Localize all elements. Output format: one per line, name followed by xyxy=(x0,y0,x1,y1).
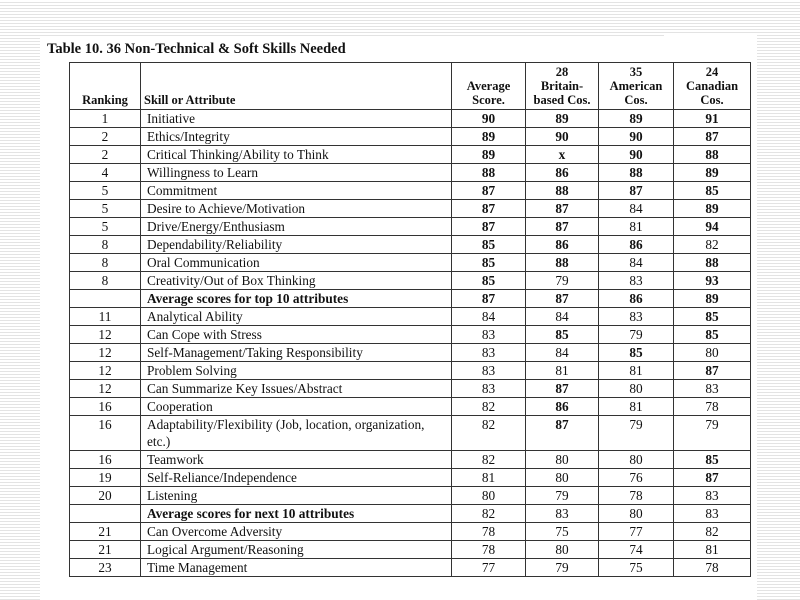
table-row xyxy=(70,164,751,182)
ranking-cell: 8 xyxy=(70,254,141,272)
canadian-score-cell: 85 xyxy=(674,451,751,469)
canadian-score-cell: 83 xyxy=(674,380,751,398)
skill-cell: Initiative xyxy=(141,110,452,128)
britain-score-cell: 79 xyxy=(526,272,599,290)
skill-cell: Problem Solving xyxy=(141,362,452,380)
table-header-row xyxy=(70,63,751,110)
average-score-cell: 85 xyxy=(452,254,526,272)
table-row xyxy=(70,559,751,577)
britain-score-cell: 80 xyxy=(526,451,599,469)
britain-score-cell: 80 xyxy=(526,541,599,559)
britain-score-cell: 88 xyxy=(526,182,599,200)
britain-score-cell: 86 xyxy=(526,164,599,182)
table-row xyxy=(70,523,751,541)
american-score-cell: 76 xyxy=(599,469,674,487)
ranking-cell: 11 xyxy=(70,308,141,326)
average-score-cell: 88 xyxy=(452,164,526,182)
american-score-cell: 78 xyxy=(599,487,674,505)
table-caption: Table 10. 36 Non-Technical & Soft Skills Needed xyxy=(47,41,346,57)
skill-cell: Ethics/Integrity xyxy=(141,128,452,146)
table-row xyxy=(70,272,751,290)
average-score-cell: 90 xyxy=(452,110,526,128)
document-page xyxy=(40,36,757,600)
american-score-cell: 84 xyxy=(599,254,674,272)
table-row xyxy=(70,541,751,559)
britain-score-cell: 86 xyxy=(526,398,599,416)
skill-cell: Logical Argument/Reasoning xyxy=(141,541,452,559)
ranking-cell: 5 xyxy=(70,200,141,218)
skill-cell: Self-Reliance/Independence xyxy=(141,469,452,487)
american-score-cell: 74 xyxy=(599,541,674,559)
table-row xyxy=(70,254,751,272)
ranking-cell: 16 xyxy=(70,398,141,416)
canadian-score-cell: 82 xyxy=(674,523,751,541)
american-score-cell: 87 xyxy=(599,182,674,200)
average-score-cell: 82 xyxy=(452,451,526,469)
average-score-cell: 89 xyxy=(452,128,526,146)
britain-score-cell: 80 xyxy=(526,469,599,487)
canadian-score-cell: 78 xyxy=(674,559,751,577)
table-row xyxy=(70,128,751,146)
ranking-cell: 8 xyxy=(70,236,141,254)
american-score-cell: 86 xyxy=(599,236,674,254)
skill-cell: Time Management xyxy=(141,559,452,577)
canadian-score-cell: 87 xyxy=(674,362,751,380)
average-score-cell: 87 xyxy=(452,182,526,200)
american-score-cell: 81 xyxy=(599,398,674,416)
skill-cell: Oral Communication xyxy=(141,254,452,272)
britain-score-cell: 86 xyxy=(526,236,599,254)
average-score-cell: 83 xyxy=(452,380,526,398)
skill-cell: Cooperation xyxy=(141,398,452,416)
table-row xyxy=(70,110,751,128)
header-ranking: Ranking xyxy=(70,63,141,110)
skill-cell: Can Summarize Key Issues/Abstract xyxy=(141,380,452,398)
table-row xyxy=(70,218,751,236)
ranking-cell: 12 xyxy=(70,362,141,380)
table-row xyxy=(70,146,751,164)
average-score-cell: 77 xyxy=(452,559,526,577)
ranking-cell: 5 xyxy=(70,218,141,236)
table-row xyxy=(70,416,751,451)
canadian-score-cell: 78 xyxy=(674,398,751,416)
table-summary-row xyxy=(70,505,751,523)
average-score-cell: 87 xyxy=(452,200,526,218)
britain-score-cell: 75 xyxy=(526,523,599,541)
ranking-cell: 12 xyxy=(70,326,141,344)
header-canadian: 24 Canadian Cos. xyxy=(674,63,751,110)
britain-score-cell: 87 xyxy=(526,218,599,236)
ranking-cell: 8 xyxy=(70,272,141,290)
header-american: 35 American Cos. xyxy=(599,63,674,110)
table-row xyxy=(70,362,751,380)
american-score-cell: 80 xyxy=(599,451,674,469)
ranking-cell xyxy=(70,505,141,523)
britain-score-cell: 85 xyxy=(526,326,599,344)
average-score-cell: 83 xyxy=(452,362,526,380)
table-row xyxy=(70,326,751,344)
skill-cell: Average scores for top 10 attributes xyxy=(141,290,452,308)
ranking-cell: 5 xyxy=(70,182,141,200)
header-britain: 28 Britain- based Cos. xyxy=(526,63,599,110)
canadian-score-cell: 93 xyxy=(674,272,751,290)
average-score-cell: 84 xyxy=(452,308,526,326)
canadian-score-cell: 89 xyxy=(674,164,751,182)
skill-cell: Critical Thinking/Ability to Think xyxy=(141,146,452,164)
table-row xyxy=(70,380,751,398)
skills-table xyxy=(69,62,751,577)
skill-cell: Willingness to Learn xyxy=(141,164,452,182)
skill-cell: Listening xyxy=(141,487,452,505)
american-score-cell: 84 xyxy=(599,200,674,218)
britain-score-cell: x xyxy=(526,146,599,164)
average-score-cell: 78 xyxy=(452,541,526,559)
britain-score-cell: 90 xyxy=(526,128,599,146)
ranking-cell: 16 xyxy=(70,416,141,451)
american-score-cell: 80 xyxy=(599,380,674,398)
ranking-cell: 2 xyxy=(70,128,141,146)
average-score-cell: 78 xyxy=(452,523,526,541)
britain-score-cell: 87 xyxy=(526,200,599,218)
average-score-cell: 81 xyxy=(452,469,526,487)
american-score-cell: 80 xyxy=(599,505,674,523)
britain-score-cell: 79 xyxy=(526,559,599,577)
britain-score-cell: 89 xyxy=(526,110,599,128)
average-score-cell: 87 xyxy=(452,290,526,308)
britain-score-cell: 83 xyxy=(526,505,599,523)
canadian-score-cell: 87 xyxy=(674,128,751,146)
ranking-cell: 20 xyxy=(70,487,141,505)
ranking-cell: 16 xyxy=(70,451,141,469)
canadian-score-cell: 85 xyxy=(674,308,751,326)
header-average: Average Score. xyxy=(452,63,526,110)
table-row xyxy=(70,308,751,326)
ranking-cell: 21 xyxy=(70,541,141,559)
canadian-score-cell: 83 xyxy=(674,505,751,523)
ranking-cell: 2 xyxy=(70,146,141,164)
canadian-score-cell: 88 xyxy=(674,254,751,272)
american-score-cell: 90 xyxy=(599,128,674,146)
skill-cell: Analytical Ability xyxy=(141,308,452,326)
table-row xyxy=(70,344,751,362)
skill-cell: Creativity/Out of Box Thinking xyxy=(141,272,452,290)
ranking-cell xyxy=(70,290,141,308)
skill-cell: Can Overcome Adversity xyxy=(141,523,452,541)
average-score-cell: 83 xyxy=(452,344,526,362)
ranking-cell: 12 xyxy=(70,344,141,362)
average-score-cell: 82 xyxy=(452,416,526,451)
header-skill: Skill or Attribute xyxy=(141,63,452,110)
ranking-cell: 4 xyxy=(70,164,141,182)
skill-cell: Adaptability/Flexibility (Job, location, organization, etc.) xyxy=(141,416,452,451)
britain-score-cell: 79 xyxy=(526,487,599,505)
canadian-score-cell: 91 xyxy=(674,110,751,128)
american-score-cell: 90 xyxy=(599,146,674,164)
britain-score-cell: 88 xyxy=(526,254,599,272)
ranking-cell: 1 xyxy=(70,110,141,128)
skill-cell: Dependability/Reliability xyxy=(141,236,452,254)
table-summary-row xyxy=(70,290,751,308)
table-row xyxy=(70,469,751,487)
canadian-score-cell: 89 xyxy=(674,200,751,218)
britain-score-cell: 87 xyxy=(526,290,599,308)
skill-cell: Average scores for next 10 attributes xyxy=(141,505,452,523)
american-score-cell: 83 xyxy=(599,308,674,326)
canadian-score-cell: 79 xyxy=(674,416,751,451)
american-score-cell: 83 xyxy=(599,272,674,290)
average-score-cell: 82 xyxy=(452,398,526,416)
britain-score-cell: 87 xyxy=(526,416,599,451)
american-score-cell: 75 xyxy=(599,559,674,577)
canadian-score-cell: 80 xyxy=(674,344,751,362)
ranking-cell: 23 xyxy=(70,559,141,577)
canadian-score-cell: 85 xyxy=(674,326,751,344)
average-score-cell: 85 xyxy=(452,236,526,254)
canadian-score-cell: 89 xyxy=(674,290,751,308)
skill-cell: Self-Management/Taking Responsibility xyxy=(141,344,452,362)
skill-cell: Teamwork xyxy=(141,451,452,469)
canadian-score-cell: 88 xyxy=(674,146,751,164)
american-score-cell: 79 xyxy=(599,416,674,451)
american-score-cell: 88 xyxy=(599,164,674,182)
average-score-cell: 83 xyxy=(452,326,526,344)
skill-cell: Can Cope with Stress xyxy=(141,326,452,344)
skill-cell: Commitment xyxy=(141,182,452,200)
canadian-score-cell: 82 xyxy=(674,236,751,254)
table-row xyxy=(70,182,751,200)
table-row xyxy=(70,236,751,254)
table-row xyxy=(70,200,751,218)
ranking-cell: 19 xyxy=(70,469,141,487)
canadian-score-cell: 81 xyxy=(674,541,751,559)
ranking-cell: 12 xyxy=(70,380,141,398)
table-row xyxy=(70,451,751,469)
canadian-score-cell: 87 xyxy=(674,469,751,487)
britain-score-cell: 84 xyxy=(526,308,599,326)
american-score-cell: 89 xyxy=(599,110,674,128)
american-score-cell: 77 xyxy=(599,523,674,541)
average-score-cell: 82 xyxy=(452,505,526,523)
american-score-cell: 86 xyxy=(599,290,674,308)
american-score-cell: 79 xyxy=(599,326,674,344)
average-score-cell: 87 xyxy=(452,218,526,236)
britain-score-cell: 84 xyxy=(526,344,599,362)
average-score-cell: 89 xyxy=(452,146,526,164)
britain-score-cell: 87 xyxy=(526,380,599,398)
average-score-cell: 85 xyxy=(452,272,526,290)
american-score-cell: 85 xyxy=(599,344,674,362)
canadian-score-cell: 85 xyxy=(674,182,751,200)
ranking-cell: 21 xyxy=(70,523,141,541)
skill-cell: Desire to Achieve/Motivation xyxy=(141,200,452,218)
table-body xyxy=(70,110,751,577)
canadian-score-cell: 94 xyxy=(674,218,751,236)
skill-cell: Drive/Energy/Enthusiasm xyxy=(141,218,452,236)
average-score-cell: 80 xyxy=(452,487,526,505)
american-score-cell: 81 xyxy=(599,362,674,380)
table-row xyxy=(70,398,751,416)
canadian-score-cell: 83 xyxy=(674,487,751,505)
britain-score-cell: 81 xyxy=(526,362,599,380)
table-row xyxy=(70,487,751,505)
american-score-cell: 81 xyxy=(599,218,674,236)
